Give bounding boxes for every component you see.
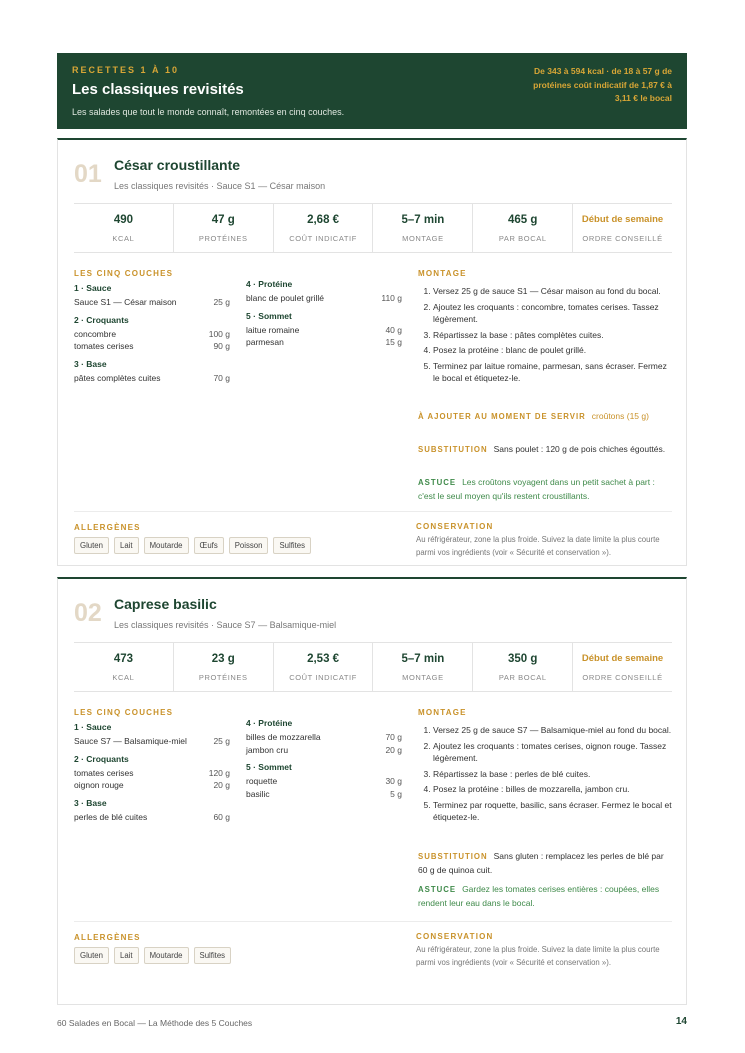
allergen-chip: Sulfites	[194, 947, 232, 964]
ingredient-row	[74, 811, 230, 824]
stat-cell	[274, 204, 374, 252]
allergen-chip: Œufs	[194, 537, 224, 554]
ingredient-qty: 15 g	[385, 337, 402, 347]
ingredient-name: jambon cru	[246, 744, 289, 755]
allergen-chip: Lait	[114, 537, 139, 554]
recipe-title: César croustillante	[114, 157, 241, 173]
stat-value: 473	[113, 653, 133, 665]
ingredient-qty: 120 g	[208, 767, 230, 778]
stat-cell	[274, 643, 374, 691]
ingredient-name: parmesan	[246, 337, 284, 347]
stat-label: KCAL	[112, 673, 135, 682]
ingredient-row	[74, 779, 230, 792]
ingredient-name: billes de mozzarella	[246, 732, 321, 742]
layer-title-croquants: 2 · Croquants	[74, 753, 129, 764]
stat-label: MONTAGE	[402, 673, 444, 682]
stat-label: PAR BOCAL	[498, 234, 547, 243]
montage-step: 2. Ajoutez les croquants : concombre, tomates cerises. Tassez légèrement.	[433, 301, 672, 326]
montage-step: 5. Terminez par roquette, basilic, sans écraser. Fermez le bocal et étiquetez-le.	[433, 799, 672, 824]
footer-title: 60 Salades en Bocal — La Méthode des 5 Couches	[57, 1018, 253, 1028]
montage-step: 5. Terminez par laitue romaine, parmesan, sans écraser. Fermez le bocal et étiquetez-le.	[433, 360, 672, 385]
stat-value: 490	[113, 214, 133, 226]
serve-note-text: croûtons (15 g)	[591, 411, 649, 421]
stat-cell	[373, 204, 473, 252]
ingredient-qty: 30 g	[385, 776, 402, 786]
ingredient-name: pâtes complètes cuites	[74, 372, 161, 383]
recipe-subtitle: Les classiques revisités · Sauce S7 — Balsamique-miel	[114, 620, 337, 630]
allergens-heading: ALLERGÈNES	[74, 933, 141, 942]
recipe-number: 01	[74, 160, 102, 188]
stat-label: ORDRE CONSEILLÉ	[582, 234, 663, 243]
layer-title-sauce: 1 · Sauce	[74, 283, 112, 293]
ingredient-name: oignon rouge	[74, 780, 124, 790]
layer-title-sauce: 1 · Sauce	[74, 722, 112, 732]
serve-note	[418, 410, 672, 424]
section-stats: De 343 à 594 kcal · de 18 à 57 g de protéines coût indicatif de 1,87 € à 3,11 € le bocal	[533, 66, 672, 103]
ingredient-qty: 25 g	[213, 736, 230, 746]
layer-title-base: 3 · Base	[74, 358, 107, 369]
tip-note-text: Gardez les tomates cerises entières : coupées, elles rendent leur eau dans le bocal.	[418, 884, 660, 908]
tip-note-text: Les croûtons voyagent dans un petit sachet à part : c'est le seul moyen qu'ils restent croustillants.	[418, 477, 655, 501]
layer-title-proteine: 4 · Protéine	[246, 718, 293, 728]
stats-row	[74, 642, 672, 692]
stat-cell	[74, 643, 174, 691]
layers-right-column	[246, 279, 402, 349]
ingredient-qty: 20 g	[385, 744, 402, 755]
montage-step: 2. Ajoutez les croquants : tomates cerises, oignon rouge. Tassez légèrement.	[433, 740, 672, 765]
stat-label: ORDRE CONSEILLÉ	[582, 673, 663, 682]
substitution-note-text: Sans gluten : remplacez les perles de blé par 60 g de quinoa cuit.	[418, 851, 664, 875]
stat-cell	[373, 643, 473, 691]
stat-value: 23 g	[211, 653, 235, 665]
montage-step: 3. Répartissez la base : perles de blé cuites.	[433, 768, 672, 781]
ingredient-qty: 70 g	[385, 732, 402, 742]
ingredient-row	[74, 296, 230, 309]
ingredient-name: concombre	[74, 328, 117, 339]
layer-title-base: 3 · Base	[74, 797, 107, 808]
conservation-text: Au réfrigérateur, zone la plus froide. Suivez la date limite la plus courte parmi vos ingrédients (voir « Sécurité et conservation »).	[416, 945, 660, 967]
montage-step: 3. Répartissez la base : pâtes complètes cuites.	[433, 329, 672, 342]
section-subtitle: Les salades que tout le monde connaît, remontées en cinq couches.	[72, 107, 345, 117]
ingredient-row	[246, 324, 402, 337]
stat-label: PROTÉINES	[198, 673, 248, 682]
recipe-card	[57, 577, 687, 1005]
ingredient-name: basilic	[246, 788, 270, 799]
ingredient-name: Sauce S7 — Balsamique-miel	[74, 736, 187, 746]
ingredient-row	[74, 372, 230, 385]
ingredient-qty: 60 g	[213, 811, 230, 822]
conservation-heading: CONSERVATION	[416, 932, 494, 941]
ingredient-row	[246, 336, 402, 349]
stat-cell	[174, 204, 274, 252]
allergen-chip: Sulfites	[273, 537, 311, 554]
ingredient-row	[74, 328, 230, 341]
stat-value: 350 g	[508, 653, 538, 665]
stat-value: 2,53 €	[307, 653, 340, 665]
page-number: 14	[675, 1016, 687, 1027]
stat-label: PAR BOCAL	[498, 673, 547, 682]
layers-left-column	[74, 722, 230, 823]
ingredient-name: blanc de poulet grillé	[246, 293, 324, 303]
layer-title-sommet: 5 · Sommet	[246, 310, 292, 321]
recipe-title: Caprese basilic	[114, 596, 217, 612]
ingredient-name: roquette	[246, 776, 278, 786]
ingredient-qty: 100 g	[208, 328, 230, 339]
layers-right-column	[246, 718, 402, 800]
ingredient-qty: 40 g	[385, 324, 402, 335]
stat-value: 2,68 €	[307, 214, 340, 226]
stats-row	[74, 203, 672, 253]
allergen-chip: Poisson	[229, 537, 269, 554]
stat-value: 5–7 min	[401, 653, 445, 665]
ingredient-row	[74, 340, 230, 353]
allergen-chips	[74, 537, 311, 554]
stat-cell	[473, 204, 573, 252]
ingredient-name: Sauce S1 — César maison	[74, 297, 177, 307]
allergen-chip: Gluten	[74, 537, 109, 554]
section-divider	[74, 921, 672, 922]
allergen-chip: Lait	[114, 947, 139, 964]
stat-value: Début de semaine	[581, 653, 664, 664]
montage-step: 4. Posez la protéine : blanc de poulet grillé.	[433, 344, 672, 357]
ingredient-name: tomates cerises	[74, 341, 134, 351]
montage-steps	[418, 285, 672, 388]
layer-title-croquants: 2 · Croquants	[74, 314, 129, 325]
ingredient-row	[246, 744, 402, 757]
substitution-note	[418, 850, 672, 877]
tip-note-label: ASTUCE	[418, 885, 457, 894]
stat-label: PROTÉINES	[198, 234, 248, 243]
tip-note-label: ASTUCE	[418, 478, 457, 487]
tip-note	[418, 883, 672, 910]
montage-heading: MONTAGE	[418, 269, 467, 278]
ingredient-row	[246, 775, 402, 788]
ingredient-name: perles de blé cuites	[74, 811, 148, 822]
stat-value: Début de semaine	[581, 214, 664, 225]
serve-note-label: À AJOUTER AU MOMENT DE SERVIR	[418, 412, 586, 421]
ingredient-row	[246, 788, 402, 801]
section-kicker: RECETTES 1 À 10	[72, 65, 180, 75]
section-banner	[57, 53, 687, 129]
section-title: Les classiques revisités	[72, 81, 244, 98]
ingredient-qty: 25 g	[213, 297, 230, 307]
ingredient-row	[74, 735, 230, 748]
stat-cell	[74, 204, 174, 252]
layer-title-proteine: 4 · Protéine	[246, 279, 293, 289]
ingredient-name: laitue romaine	[246, 324, 300, 335]
layers-heading: LES CINQ COUCHES	[74, 708, 174, 717]
stat-cell	[174, 643, 274, 691]
recipe-card	[57, 138, 687, 566]
allergen-chip: Moutarde	[144, 537, 189, 554]
ingredient-row	[246, 292, 402, 305]
substitution-note-label: SUBSTITUTION	[418, 445, 488, 454]
ingredient-qty: 20 g	[213, 780, 230, 790]
allergen-chips	[74, 947, 231, 964]
tip-note	[418, 476, 672, 503]
ingredient-qty: 5 g	[390, 788, 402, 799]
ingredient-row	[74, 767, 230, 780]
stat-label: KCAL	[112, 234, 135, 243]
conservation-heading: CONSERVATION	[416, 522, 494, 531]
conservation-text: Au réfrigérateur, zone la plus froide. Suivez la date limite la plus courte parmi vos ingrédients (voir « Sécurité et conservation »).	[416, 535, 660, 557]
stat-cell	[573, 204, 672, 252]
recipe-subtitle: Les classiques revisités · Sauce S1 — César maison	[114, 181, 326, 191]
substitution-note-label: SUBSTITUTION	[418, 852, 488, 861]
layers-heading: LES CINQ COUCHES	[74, 269, 174, 278]
ingredient-name: tomates cerises	[74, 767, 134, 778]
layer-title-sommet: 5 · Sommet	[246, 762, 292, 772]
substitution-note	[418, 443, 672, 457]
allergen-chip: Moutarde	[144, 947, 189, 964]
stat-value: 465 g	[508, 214, 538, 226]
stat-label: COÛT INDICATIF	[289, 673, 357, 682]
montage-step: 1. Versez 25 g de sauce S7 — Balsamique-miel au fond du bocal.	[433, 724, 672, 737]
recipe-number: 02	[74, 599, 102, 627]
stat-cell	[473, 643, 573, 691]
stat-value: 47 g	[211, 214, 235, 226]
stat-cell	[573, 643, 672, 691]
ingredient-qty: 70 g	[213, 372, 230, 383]
stat-label: COÛT INDICATIF	[289, 234, 357, 243]
stat-value: 5–7 min	[401, 214, 445, 226]
ingredient-qty: 110 g	[381, 293, 402, 303]
layers-left-column	[74, 283, 230, 384]
allergen-chip: Gluten	[74, 947, 109, 964]
section-divider	[74, 511, 672, 512]
montage-steps	[418, 724, 672, 827]
ingredient-row	[246, 731, 402, 744]
montage-step: 1. Versez 25 g de sauce S1 — César maison au fond du bocal.	[433, 285, 672, 298]
substitution-note-text: Sans poulet : 120 g de pois chiches égouttés.	[493, 444, 666, 454]
ingredient-qty: 90 g	[213, 341, 230, 351]
montage-heading: MONTAGE	[418, 708, 467, 717]
montage-step: 4. Posez la protéine : billes de mozzarella, jambon cru.	[433, 783, 672, 796]
stat-label: MONTAGE	[402, 234, 444, 243]
allergens-heading: ALLERGÈNES	[74, 523, 141, 532]
